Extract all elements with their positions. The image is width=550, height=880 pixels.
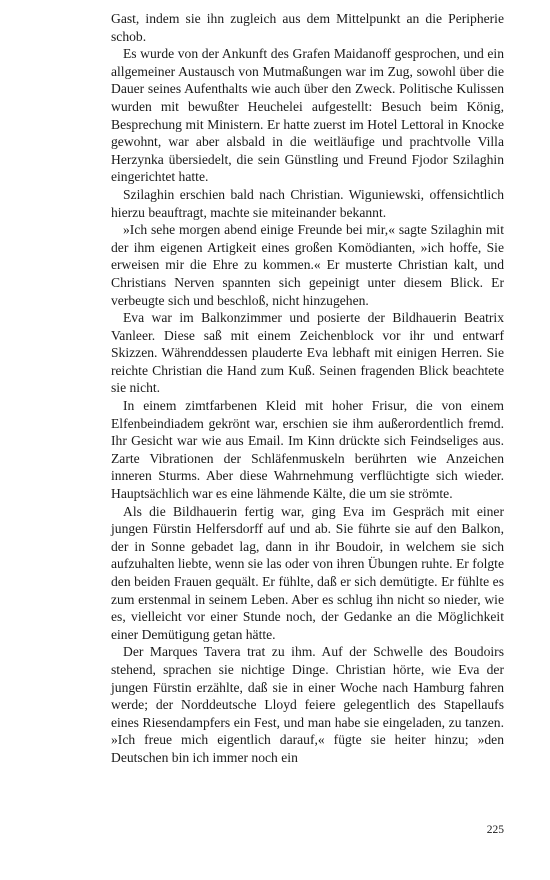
paragraph: Eva war im Balkonzimmer und posierte der Bildhauerin Beatrix Vanleer. Diese saß mit einem Zeichenblock vor ihr und entwarf Skizzen. Währenddessen plauderte Eva lebhaft mit einigen Herren. Sie reichte Christian die Hand zum Kuß. Seinen fragenden Blick beachtete sie nicht. (111, 310, 504, 396)
paragraph: Gast, indem sie ihn zugleich aus dem Mittelpunkt an die Peripherie schob. (111, 11, 504, 44)
page-number: 225 (486, 824, 504, 836)
paragraph: Es wurde von der Ankunft des Grafen Maidanoff gesprochen, und ein allgemeiner Austausch von Mutmaßungen war im Zug, sowohl über die Dauer seines Aufenthalts wie auch über den Zweck. Politische Kulissen wurden mit bewußter Heuchelei aufgestellt: Besuch beim König, Besprechung mit Ministern. Er hatte zuerst im Hotel Lettoral in Knocke gewohnt, war aber alsbald in die weitläufige und prachtvolle Villa Herzynka übersiedelt, die sein Günstling und Freund Fjodor Szilaghin eingerichtet hatte. (111, 46, 504, 185)
paragraph: In einem zimtfarbenen Kleid mit hoher Frisur, die von einem Elfenbeindiadem gekrönt war, erschien sie ihm außerordentlich fremd. Ihr Gesicht war wie aus Email. Im Kinn drückte sich Feindseliges aus. Zarte Vibrationen der Schläfenmuskeln berührten wie Anzeichen inneren Sturms. Aber diese Wahrnehmung verflüchtigte sich wieder. Hauptsächlich war es eine lähmende Kälte, die um sie strömte. (111, 398, 504, 502)
paragraph: Als die Bildhauerin fertig war, ging Eva im Gespräch mit einer jungen Fürstin Helfersdorff auf und ab. Sie führte sie auf den Balkon, der in Sonne gebadet lag, dann in ihr Boudoir, in welchem sie sich aufzuhalten liebte, wenn sie las oder von ihren Übungen ruhte. Er folgte den beiden Frauen gequält. Er fühlte, daß er sich demütigte. Er fühlte es zum erstenmal in seinem Leben. Aber es schlug ihn nicht so nieder, wie es, vielleicht vor einer Stunde noch, der Gedanke an die Möglichkeit einer Demütigung getan hätte. (111, 503, 504, 642)
paragraph: Szilaghin erschien bald nach Christian. Wiguniewski, offensichtlich hierzu beauftragt, machte sie miteinander bekannt. (111, 186, 504, 220)
paragraph: Der Marques Tavera trat zu ihm. Auf der Schwelle des Boudoirs stehend, sprachen sie nichtige Dinge. Christian hörte, wie Eva der jungen Fürstin erzählte, daß sie in einer Woche nach Hamburg fahren werde; der Norddeutsche Lloyd feiere gelegentlich des Stapellaufs eines Riesendampfers ein Fest, und man habe sie eingeladen, zu tanzen. »Ich freue mich eigentlich darauf,« fügte sie heiter hinzu; »den Deutschen bin ich immer noch ein (111, 644, 504, 765)
paragraph: »Ich sehe morgen abend einige Freunde bei mir,« sagte Szilaghin mit der ihm eigenen Artigkeit eines großen Komödianten, »ich hoffe, Sie erweisen mir die Ehre zu kommen.« Er musterte Christian kalt, und Christians Nerven spannten sich gepeinigt unter diesem Blick. Er verbeugte sich und beschloß, nicht hinzugehen. (111, 222, 504, 308)
body-text (111, 10, 504, 767)
